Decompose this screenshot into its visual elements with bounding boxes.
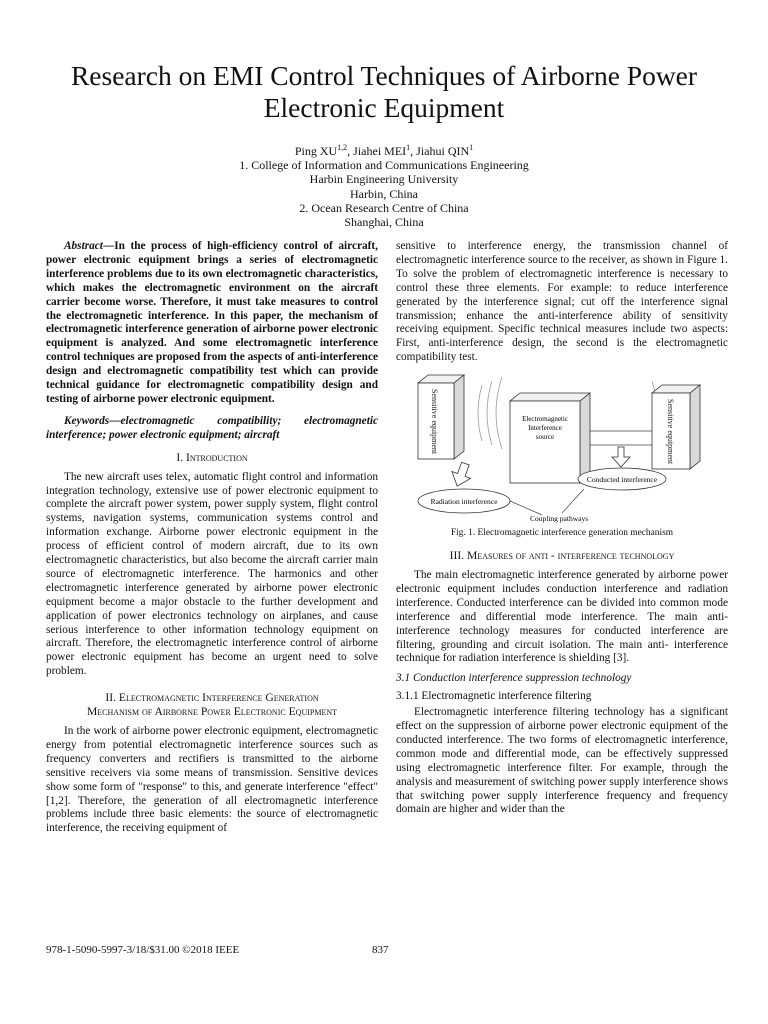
- figure-1-caption: Fig. 1. Electromagnetic interference generation mechanism: [450, 528, 674, 539]
- subsubsection-heading: 3.1.1 Electromagnetic interference filtering: [396, 690, 592, 703]
- conduction-lines: [590, 431, 652, 445]
- paper-title: Research on EMI Control Techniques of Airborne Power Electronic Equipment: [70, 60, 698, 123]
- abstract-label: Abstract: [64, 240, 103, 252]
- abstract: [46, 240, 378, 407]
- keywords: Keywords—electromagnetic compatibility; electromagnetic interference; power electronic equipment; aircraft: [46, 414, 378, 441]
- source-label-line3: source: [535, 433, 555, 442]
- author-affiliation-mark: 1: [406, 143, 411, 152]
- author-name: Ping XU: [294, 144, 338, 158]
- affiliation-line: Shanghai, China: [344, 215, 424, 230]
- section-heading-mechanism: [46, 691, 378, 719]
- page-number: 837: [372, 944, 389, 956]
- author-block: [40, 144, 728, 229]
- mechanism-text: In the work of airborne power electronic equipment, electromagnetic energy from potential electromagnetic interference sources such as frequency converters and rectifiers is transmitted to the airborne sensitive receivers via some means of transmission. Sensitive devices show some form of "response" to this, and generate interference "effect" [1,2]. Therefore, the generation of all electromagnetic interference problems include three basic elements: the source of electromagnetic interference, the receiving equipment of: [46, 725, 378, 835]
- coupling-lines: [510, 489, 584, 515]
- subsection-heading: 3.1 Conduction interference suppression technology: [396, 672, 632, 685]
- radiation-arrow: [448, 460, 475, 489]
- source-label-line2: Interference: [528, 424, 562, 433]
- right-column: [396, 240, 728, 817]
- introduction-text: The new aircraft uses telex, automatic flight control and information integration technology, extensive use of power electronic equipment to complete the aircraft power system, power supply system, flight control systems, navigation systems, communication systems control and information exchange. Airborne power electronic equipment in the process of efficient control of modern aircraft, due to its own electromagnetic characteristics, but also become the aircraft carrier main source of electromagnetic interference. The harmonics and other electromagnetic interference generated by airborne power electronic equipment become a major obstacle to the further development and application of power electronics technology on airplanes, and cause serious interference to other information technology equipment on aircraft. Therefore, the electromagnetic interference control of airborne power electronic equipment has become an urgent need to solve problem.: [46, 470, 378, 678]
- coupling-pathways-label: Coupling pathways: [530, 514, 589, 524]
- figure-1: [412, 373, 712, 523]
- sensitive-equipment-right-label: Sensitive equipment: [666, 399, 675, 465]
- affiliation-line: 1. College of Information and Communications Engineering: [239, 158, 529, 173]
- affiliation-line: Harbin, China: [350, 186, 418, 201]
- author-affiliation-mark: 1,2: [337, 143, 348, 152]
- abstract-text: —In the process of high-efficiency control of aircraft, power electronic equipment brings a series of electromagnetic interference problems due to its own electromagnetic characteristics, which makes the electromagnetic environment on the aircraft carrier become worse. Therefore, it must take measures to control the electromagnetic interference. In this paper, the mechanism of electromagnetic interference generation of airborne power electronic equipment is analyzed. And some electromagnetic interference control techniques are proposed from the aspects of anti-interference design and electromagnetic compatibility test which can provide technical guidance for electromagnetic compatibility design and testing of airborne power electronic equipment.: [46, 240, 378, 405]
- section-heading-line: Mechanism of Airborne Power Electronic Equipment: [86, 705, 338, 719]
- measures-text: The main electromagnetic interference generated by airborne power electronic equipment includes conduction interference and radiation interference. Conducted interference can be divided into common mode interference and differential mode interference. The main anti-interference technology measures for conducted interference are filtering, grounding and circuit isolation. The main anti- interference technique for radiation interference is shielding [3].: [396, 568, 728, 665]
- sensitive-equipment-left-label: Sensitive equipment: [430, 389, 439, 455]
- left-column: [46, 240, 378, 836]
- affiliation-line: 2. Ocean Research Centre of China: [299, 200, 469, 215]
- author-name: Jiahui QIN: [416, 144, 470, 158]
- filtering-text: Electromagnetic interference filtering technology has a significant effect on the suppression of airborne power electronic equipment of the conducted interference. The two forms of electromagnetic interference, common mode and differential mode, can be effectively suppressed using electromagnetic interference filter. For example, through the analysis and measurement of switching power supply interference shows that switching power supply interference frequency and frequency domain are higher and wider than the: [396, 706, 728, 816]
- radiation-interference-label: Radiation interference: [430, 497, 498, 507]
- source-label-line1: Electromagnetic: [522, 415, 568, 424]
- sensitive-equipment-left-box: [418, 375, 464, 459]
- figure-1-diagram: [412, 373, 712, 523]
- conducted-interference-label: Conducted interference: [586, 475, 658, 485]
- author-name: Jiahei MEI: [353, 144, 407, 158]
- author-affiliation-mark: 1: [469, 143, 474, 152]
- conducted-arrow: [612, 447, 630, 467]
- author-names: Ping XU$^{1,2}$, Jiahei MEI$^1$, Jiahui QIN$^1$: [294, 143, 474, 158]
- section-heading-measures: III. Measures of anti - interference technology: [449, 549, 675, 563]
- affiliation-line: Harbin Engineering University: [309, 172, 459, 187]
- section-heading-line: II. Electromagnetic Interference Generation: [105, 691, 319, 705]
- section-heading-introduction: I. Introduction: [176, 450, 248, 464]
- sensitive-equipment-right-box: [652, 385, 700, 469]
- mechanism-text-continued: sensitive to interference energy, the transmission channel of electromagnetic interference source to the receiver, as shown in Figure 1. To solve the problem of electromagnetic interference is necessary to control these three elements. For example: to reduce interference generated by the interference signal; cut off the interference signal transmission; enhance the anti-interference ability of sensitivity receiving equipment. Specific technical measures include two aspects: First, anti-interference design, the second is the electromagnetic compatibility test.: [396, 240, 728, 364]
- footer-copyright: 978-1-5090-5997-3/18/$31.00 ©2018 IEEE: [46, 944, 240, 956]
